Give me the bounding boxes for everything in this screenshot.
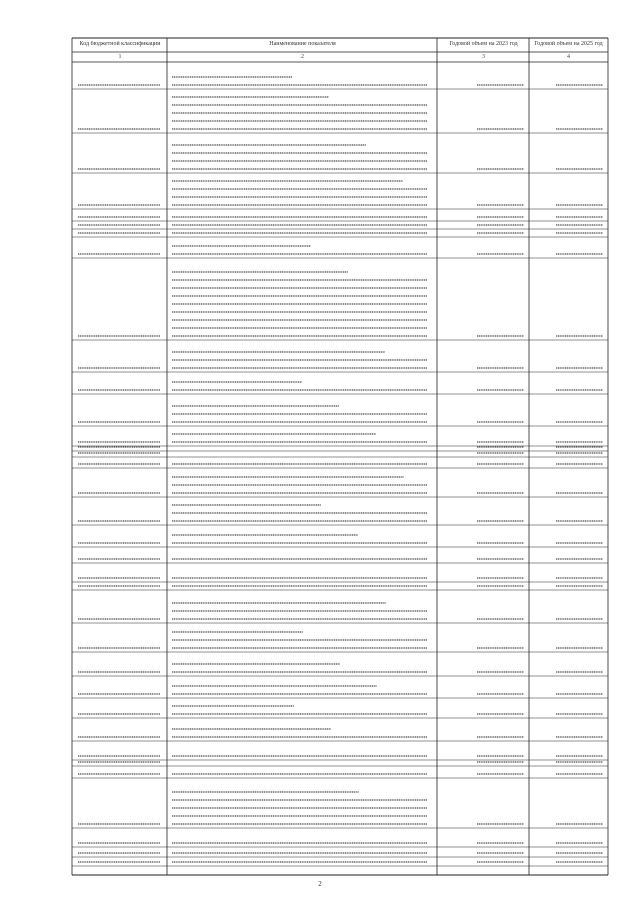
- header-code: Код бюджетной классификации: [79, 41, 161, 47]
- column-number-2: 2: [301, 54, 304, 60]
- column-number-4: 4: [567, 54, 570, 60]
- header-amount-2023: Годовой объем на 2023 год: [449, 41, 518, 47]
- column-number-3: 3: [482, 54, 485, 60]
- page-number: 2: [318, 880, 322, 888]
- header-amount-2025: Годовой объем на 2025 год: [534, 41, 603, 47]
- header-name: Наименование показателя: [269, 41, 336, 47]
- column-number-1: 1: [118, 54, 122, 60]
